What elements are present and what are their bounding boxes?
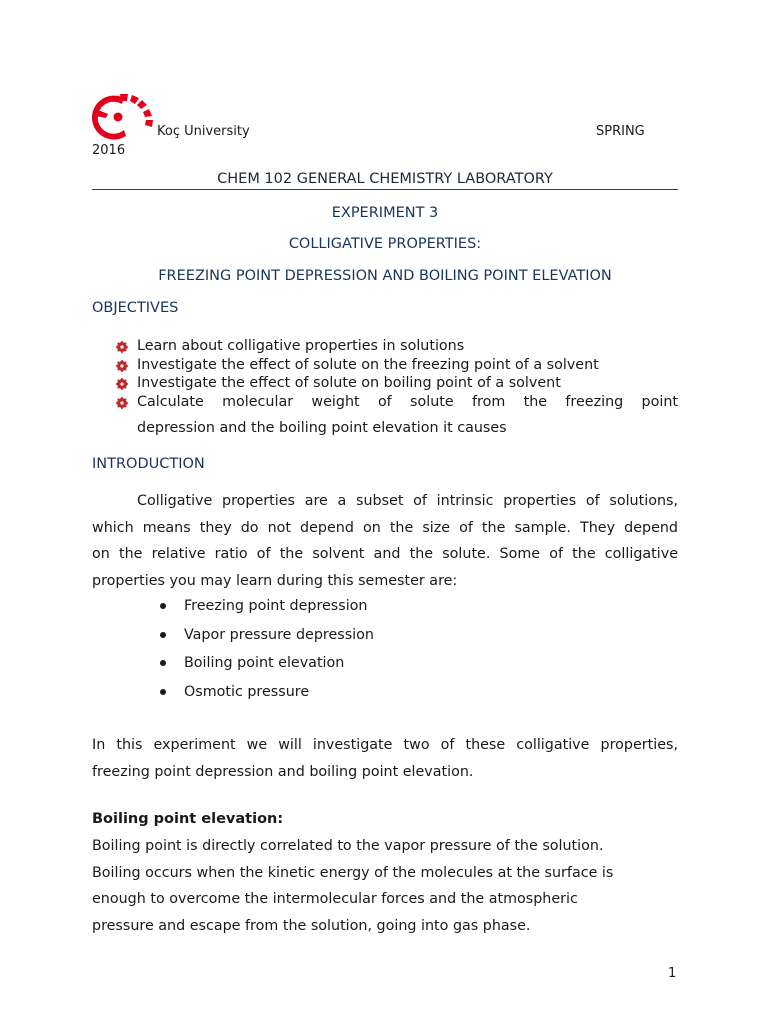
gear-bullet-icon xyxy=(116,360,128,372)
list-item: Osmotic pressure xyxy=(160,678,374,707)
bullet-icon xyxy=(160,632,166,638)
paragraph-line: freezing point depression and boiling point elevation. xyxy=(92,763,474,780)
list-item: Freezing point depression xyxy=(160,592,374,621)
introduction-heading: INTRODUCTION xyxy=(92,456,205,472)
paragraph-line: on the relative ratio of the solvent and the solute. Some of the colligative xyxy=(92,546,678,562)
objectives-heading: OBJECTIVES xyxy=(92,300,179,316)
paragraph-line: Boiling occurs when the kinetic energy of the molecules at the surface is xyxy=(92,864,614,881)
list-item: Vapor pressure depression xyxy=(160,621,374,650)
objective-item: Learn about colligative properties in solutions xyxy=(116,337,678,356)
boiling-heading: Boiling point elevation: xyxy=(92,811,284,827)
page-number: 1 xyxy=(668,966,677,981)
paragraph-line: In this experiment we will investigate two of these colligative properties, xyxy=(92,737,678,753)
experiment-number: EXPERIMENT 3 xyxy=(331,205,439,221)
gear-bullet-icon xyxy=(116,378,128,390)
paragraph-line: Colligative properties are a subset of intrinsic properties of solutions, xyxy=(137,493,678,509)
objectives-list xyxy=(116,337,678,438)
term-label: SPRING xyxy=(596,124,645,139)
bullet-icon xyxy=(160,603,166,609)
gear-bullet-icon xyxy=(116,341,128,353)
objective-item xyxy=(116,393,678,438)
paragraph-line: enough to overcome the intermolecular forces and the atmospheric xyxy=(92,891,578,907)
bullet-icon xyxy=(160,660,166,666)
objective-line: Calculate molecular weight of solute from the freezing point xyxy=(137,393,678,410)
objective-line: depression and the boiling point elevation it causes xyxy=(137,420,507,436)
topic-title: COLLIGATIVE PROPERTIES: xyxy=(288,236,482,252)
paragraph-line: Boiling point is directly correlated to the vapor pressure of the solution. xyxy=(92,838,604,854)
gear-bullet-icon xyxy=(116,397,128,409)
paragraph-line: properties you may learn during this semester are: xyxy=(92,572,458,589)
paragraph-line: pressure and escape from the solution, going into gas phase. xyxy=(92,917,531,934)
course-title: CHEM 102 GENERAL CHEMISTRY LABORATORY xyxy=(217,171,553,187)
intro-paragraph xyxy=(92,488,678,594)
bullet-icon xyxy=(160,689,166,695)
university-name: Koç University xyxy=(157,124,250,139)
objective-item: Investigate the effect of solute on the freezing point of a solvent xyxy=(116,356,678,375)
subtopic-title: FREEZING POINT DEPRESSION AND BOILING POINT ELEVATION xyxy=(158,268,612,284)
koc-university-logo xyxy=(92,92,156,140)
objective-item: Investigate the effect of solute on boiling point of a solvent xyxy=(116,374,678,393)
term-year: 2016 xyxy=(92,143,126,158)
boiling-paragraph xyxy=(92,833,678,939)
header-divider xyxy=(92,189,678,190)
list-item: Boiling point elevation xyxy=(160,649,374,678)
intro-paragraph-2 xyxy=(92,732,678,785)
colligative-list xyxy=(160,592,374,706)
paragraph-line: which means they do not depend on the size of the sample. They depend xyxy=(92,519,678,536)
